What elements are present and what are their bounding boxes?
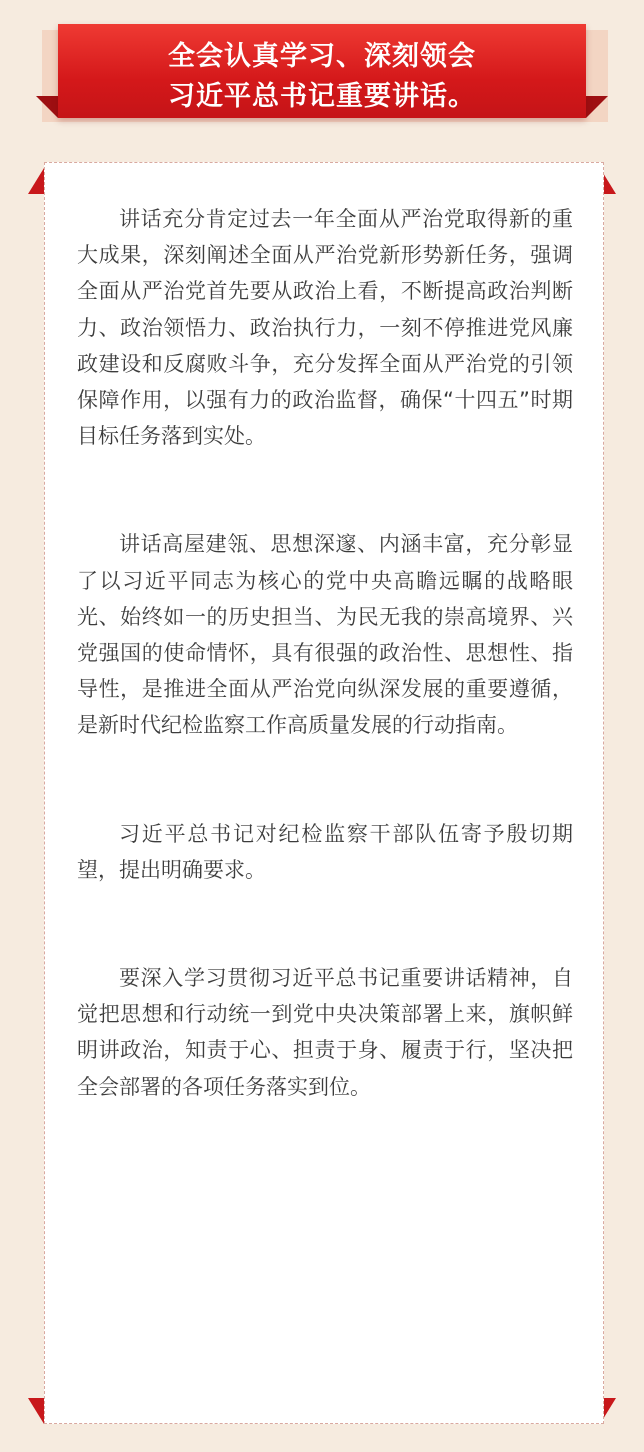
banner-fold-right [586,96,608,118]
title-banner [0,0,644,140]
article-card [44,162,604,1424]
banner-fold-left [36,96,58,118]
paragraph-2: 讲话高屋建瓴、思想深邃、内涵丰富，充分彰显了以习近平同志为核心的党中央高瞻远瞩的战略眼光、始终如一的历史担当、为民无我的崇高境界、兴党强国的使命情怀，具有很强的政治性、思想性、指导性，是推进全面从严治党向纵深发展的重要遵循，是新时代纪检监察工作高质量发展的行动指南。 [77,532,573,738]
paragraph-3: 习近平总书记对纪检监察干部队伍寄予殷切期望，提出明确要求。 [77,821,573,882]
card-corner-bottom-left [28,1398,44,1424]
paragraph-4: 要深入学习贯彻习近平总书记重要讲话精神，自觉把思想和行动统一到党中央决策部署上来，旗帜鲜明讲政治，知责于心、担责于身、履责于行，坚决把全会部署的各项任务落实到位。 [77,966,573,1099]
article-body [77,201,573,1105]
paragraph-1: 讲话充分肯定过去一年全面从严治党取得新的重大成果，深刻阐述全面从严治党新形势新任务，强调全面从严治党首先要从政治上看，不断提高政治判断力、政治领悟力、政治执行力，一刻不停推进党风廉政建设和反腐败斗争，充分发挥全面从严治党的引领保障作用，以强有力的政治监督，确保“十四五”时期目标任务落到实处。 [77,207,573,449]
banner-title-line-2: 习近平总书记重要讲话。 [168,81,476,112]
banner-title-line-1: 全会认真学习、深刻领会 [168,41,476,72]
banner-ribbon [58,24,586,118]
card-corner-top-left [28,168,44,194]
